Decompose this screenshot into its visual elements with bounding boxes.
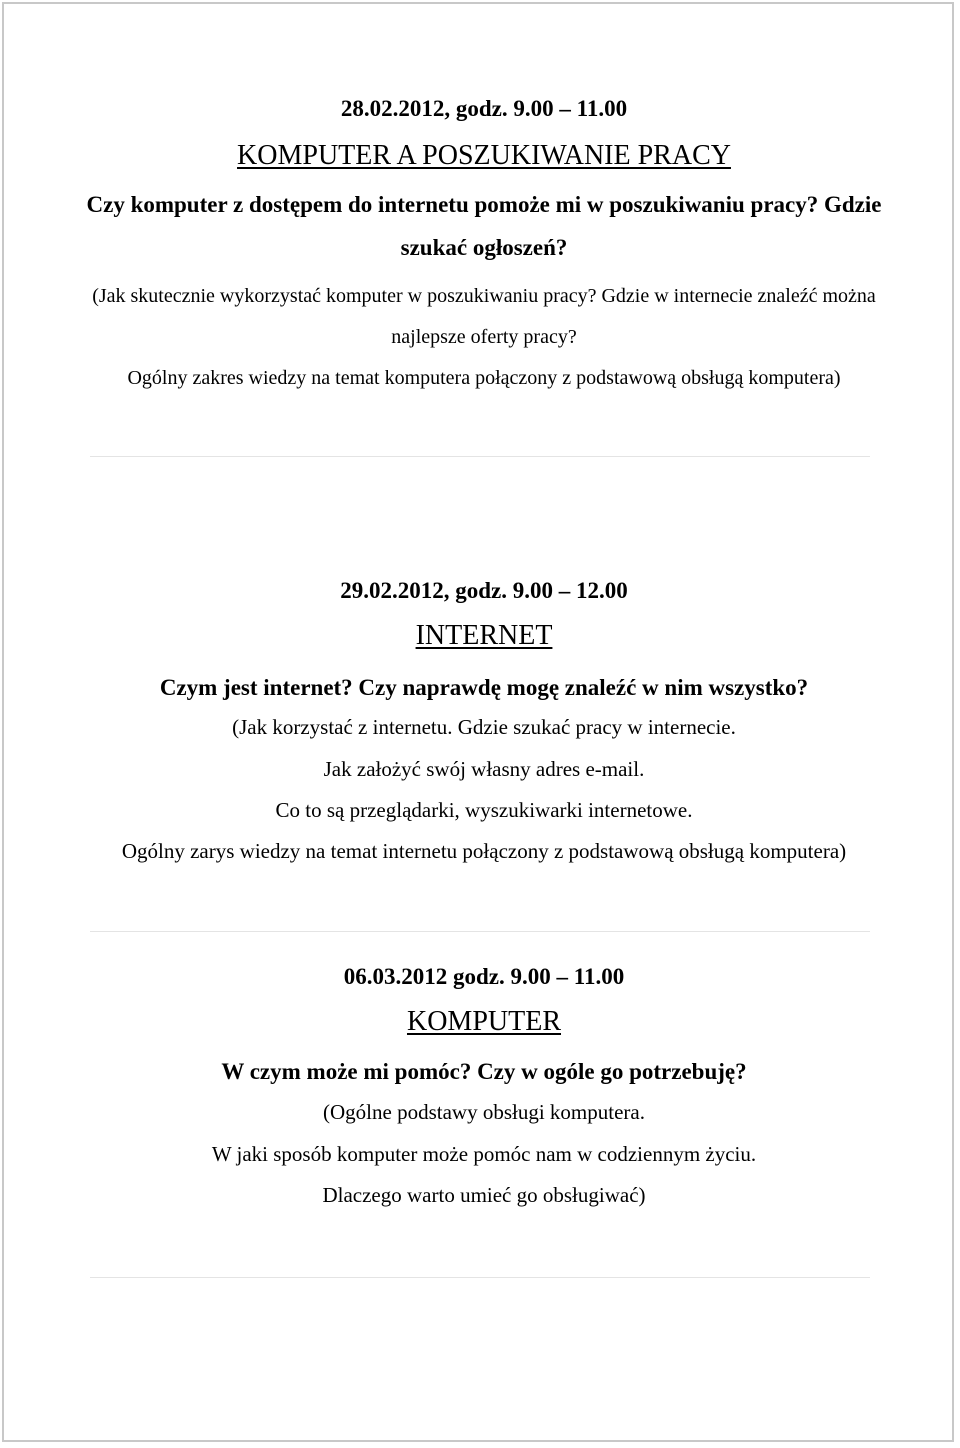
session-date: 28.02.2012, godz. 9.00 – 11.00 [340,96,628,121]
session-description-line: Jak założyć swój własny adres e-mail. [323,757,645,781]
session-description-line: (Ogólne podstawy obsługi komputera. [323,1100,645,1124]
session-description-line: najlepsze oferty pracy? [391,326,577,348]
session-description-line: Dlaczego warto umieć go obsługiwać) [322,1183,646,1207]
session-description-line: Ogólny zarys wiedzy na temat internetu połączony z podstawową obsługą komputera) [121,839,847,863]
session-title: INTERNET [415,620,553,651]
session-title: KOMPUTER [406,1006,561,1037]
session-question-line: Czy komputer z dostępem do internetu pomoże mi w poszukiwaniu pracy? Gdzie [86,192,882,217]
session-description-line: Ogólny zakres wiedzy na temat komputera połączony z podstawową obsługą komputera) [127,367,841,389]
session-title: KOMPUTER A POSZUKIWANIE PRACY [237,140,731,171]
session-question-line: W czym może mi pomóc? Czy w ogóle go potrzebuję? [221,1059,747,1084]
session-description-line: (Jak korzystać z internetu. Gdzie szukać pracy w internecie. [232,715,736,739]
session-question-line: Czym jest internet? Czy naprawdę mogę znaleźć w nim wszystko? [159,675,809,700]
section-divider [90,456,870,457]
session-date: 29.02.2012, godz. 9.00 – 12.00 [340,578,628,603]
session-description-line: Co to są przeglądarki, wyszukiwarki internetowe. [275,798,693,822]
session-date: 06.03.2012 godz. 9.00 – 11.00 [343,964,625,989]
document-page [2,2,954,1442]
section-divider [90,931,870,932]
session-question-line: szukać ogłoszeń? [400,235,568,260]
section-divider [90,1277,870,1278]
session-description-line: W jaki sposób komputer może pomóc nam w codziennym życiu. [211,1142,757,1166]
session-description-line: (Jak skutecznie wykorzystać komputer w poszukiwaniu pracy? Gdzie w internecie znaleźć można [92,285,876,307]
